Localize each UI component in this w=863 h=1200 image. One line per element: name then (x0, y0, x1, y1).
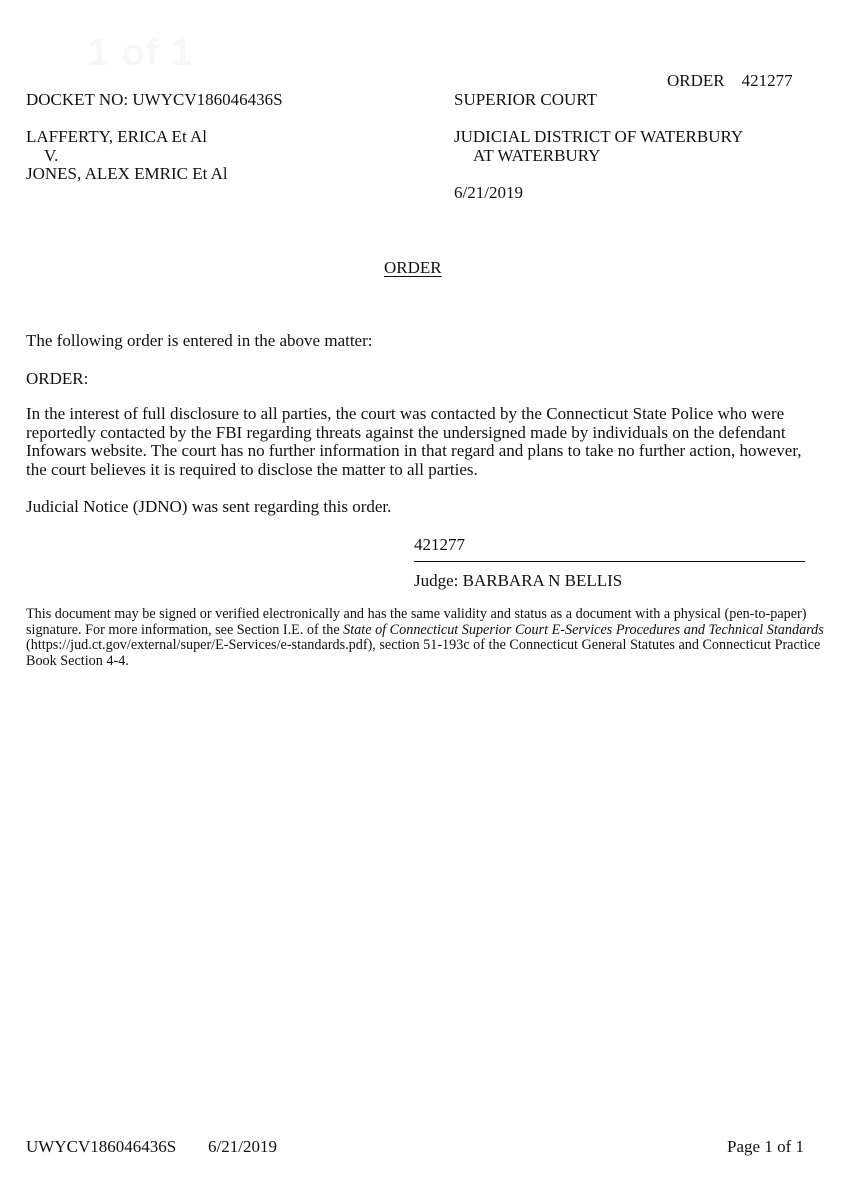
defendant-name: JONES, ALEX EMRIC Et Al (26, 164, 228, 183)
order-heading: ORDER: (26, 369, 89, 388)
signature-number: 421277 (414, 535, 465, 554)
judicial-notice: Judicial Notice (JDNO) was sent regarding this order. (26, 497, 392, 516)
intro-text: The following order is entered in the above matter: (26, 331, 373, 350)
disclaimer-standards-title: State of Connecticut Superior Court E-Services Procedures and Technical Standards (343, 621, 824, 638)
judicial-district: JUDICIAL DISTRICT OF WATERBURY (454, 127, 744, 146)
plaintiff-name: LAFFERTY, ERICA Et Al (26, 127, 207, 146)
disclaimer-text-start: This document may be signed or verified electronically and has the same validity and status as a document with a physical (pen-to-paper) signature. For more information, see Section I.E. of the (26, 606, 807, 638)
order-number: 421277 (741, 71, 793, 90)
footer-docket: UWYCV186046436S (26, 1137, 177, 1156)
e-signature-disclaimer (26, 607, 826, 669)
docket-number: DOCKET NO: UWYCV186046436S (26, 90, 283, 109)
order-number-header (667, 71, 793, 90)
order-paragraph: In the interest of full disclosure to all parties, the court was contacted by the Connecticut State Police who were reportedly contacted by the FBI regarding threats against the undersigned made by individuals on the defendant Infowars website. The court has no further information in that regard and plans to take no further action, however, the court believes it is required to disclose the matter to all parties. (26, 404, 802, 479)
page-number: Page 1 of 1 (727, 1137, 804, 1156)
order-label: ORDER (667, 71, 725, 90)
disclaimer-text-end: (https://jud.ct.gov/external/super/E-Services/e-standards.pdf), section 51-193c of the Connecticut General Statutes and Connecticut Practice Book Section 4-4. (26, 637, 821, 669)
footer-date: 6/21/2019 (208, 1137, 277, 1156)
court-location: AT WATERBURY (473, 146, 601, 165)
court-name: SUPERIOR COURT (454, 90, 598, 109)
versus-label: V. (44, 146, 59, 165)
document-title: ORDER (384, 258, 442, 277)
header-date: 6/21/2019 (454, 183, 523, 202)
page-watermark: 1 of 1 (88, 32, 194, 74)
judge-name: Judge: BARBARA N BELLIS (414, 571, 623, 590)
signature-line (414, 561, 805, 562)
